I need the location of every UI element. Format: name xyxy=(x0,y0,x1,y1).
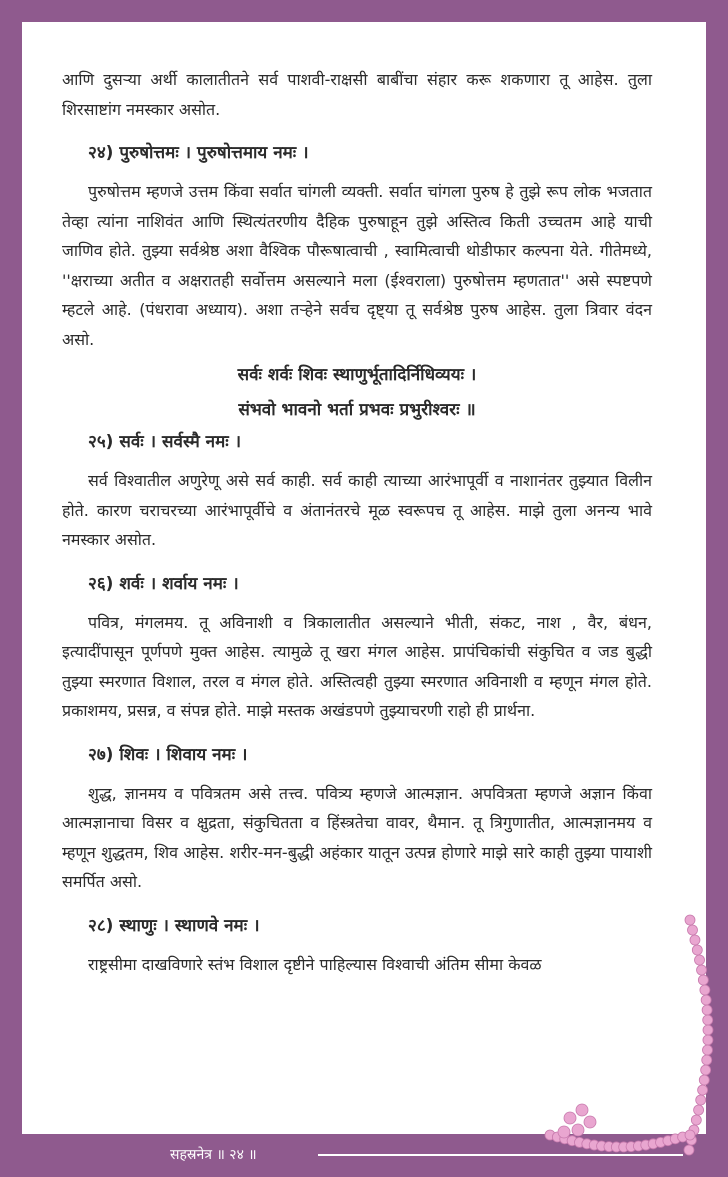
footer-rule xyxy=(318,1154,683,1156)
bead xyxy=(692,945,702,955)
footer-page-label: सहस्रनेत्र ॥ २४ ॥ xyxy=(170,1147,257,1163)
bead xyxy=(698,1085,708,1095)
bead xyxy=(702,1005,712,1015)
bead xyxy=(697,965,707,975)
bead-garland-decoration xyxy=(530,900,728,1177)
bead xyxy=(702,1055,712,1065)
bead xyxy=(685,915,695,925)
heading-24: २४) पुरुषोत्तमः । पुरुषोत्तमाय नमः । xyxy=(88,143,309,163)
bead xyxy=(558,1126,570,1138)
paragraph-26: पवित्र, मंगलमय. तू अविनाशी व त्रिकालातीत असल्याने भीती, संकट, नाश , वैर, बंधन, इत्यादींपासून पूर्णपणे मुक्त आहेस. त्यामुळे तू खरा मंगल आहेस. प्रापंचिकांची संकुचित व जड बुद्धी तुझ्या स्मरणात विशाल, तरल व मंगल होते. अस्तित्वही तुझ्या स्मरणात अविनाशी व म्हणून मंगल होते. प्रकाशमय, प्रसन्न, व संपन्न होते. माझे मस्तक अखंडपणे तुझ्याचरणी राहो ही प्रार्थना. xyxy=(62,612,652,720)
page-content xyxy=(62,65,652,979)
bead xyxy=(700,985,710,995)
paragraph-27: शुद्ध, ज्ञानमय व पवित्रतम असे तत्त्व. पवित्र्य म्हणजे आत्मज्ञान. अपवित्रता म्हणजे अज्ञान किंवा आत्मज्ञानाचा विसर व क्षुद्रता, संकुचितता व हिंस्त्रतेचा वावर, थैमान. तू त्रिगुणातीत, आत्मज्ञानमय व म्हणून शुद्धतम, शिव आहेस. शरीर-मन-बुद्धी अहंकार यातून उत्पन्न होणारे माझे सारे काही तुझ्या पायाशी समर्पित असो. xyxy=(62,783,652,891)
bead xyxy=(703,1025,713,1035)
bead xyxy=(695,955,705,965)
page-footer xyxy=(170,1143,710,1167)
bead xyxy=(703,1015,713,1025)
bead xyxy=(584,1116,596,1128)
verse-line-2: संभवो भावनो भर्ता प्रभवः प्रभुरीश्वरः ॥ xyxy=(238,400,476,420)
paragraph-25: सर्व विश्वातील अणुरेणू असे सर्व काही. सर्व काही त्याच्या आरंभापूर्वी व नाशानंतर तुझ्यात विलीन होते. कारण चराचरच्या आरंभापूर्वीचे व अंतानंतरचे मूळ स्वरूपच तू आहेस. माझे तुला अनन्य भावे नमस्कार असोत. xyxy=(62,471,652,549)
bead xyxy=(564,1112,576,1124)
bead xyxy=(698,975,708,985)
bead xyxy=(701,995,711,1005)
bead xyxy=(572,1124,584,1136)
verse-line-1: सर्वः शर्वः शिवः स्थाणुर्भूतादिर्निधिव्ययः । xyxy=(237,365,477,385)
bead xyxy=(576,1104,588,1116)
bead xyxy=(685,1130,695,1140)
heading-28: २८) स्थाणुः । स्थाणवे नमः । xyxy=(88,915,260,936)
paragraph-24: पुरुषोत्तम म्हणजे उत्तम किंवा सर्वात चांगली व्यक्ती. सर्वात चांगला पुरुष हे तुझे रूप लोक भजतात तेव्हा त्यांना नाशिवंत आणि स्थित्यंतरणीय दैहिक पुरुषाहून तुझे अस्तित्व किती उच्चतम आहे याची जाणिव होते. तुझ्या सर्वश्रेष्ठ अशा वैश्विक पौरूषात्वाची , स्वामित्वाची थोडीफार कल्पना येते. गीतेमध्ये, ''क्षराच्या अतीत व अक्षरातही सर्वोत्तम असल्याने मला (ईश्वराला) पुरुषोत्तम म्हणतात'' असे स्पष्टपणे म्हटले आहे. (पंधरावा अध्याय). अशा तऱ्हेने सर्वच दृष्ट्या तू सर्वश्रेष्ठ पुरुष आहेस. तुला त्रिवार वंदन असो. xyxy=(62,182,652,349)
heading-26: २६) शर्वः । शर्वाय नमः । xyxy=(88,573,239,594)
bead xyxy=(699,1075,709,1085)
bead xyxy=(690,935,700,945)
heading-27: २७) शिवः । शिवाय नमः । xyxy=(88,744,248,765)
bead xyxy=(701,1065,711,1075)
bead xyxy=(687,925,697,935)
bead xyxy=(702,1045,712,1055)
paragraph-28: राष्ट्रसीमा दाखविणारे स्तंभ विशाल दृष्टीने पाहिल्यास विश्वाची अंतिम सीमा केवळ xyxy=(88,954,542,974)
bead xyxy=(691,1115,701,1125)
bead xyxy=(694,1105,704,1115)
bead xyxy=(703,1035,713,1045)
intro-paragraph: आणि दुसऱ्या अर्थी कालातीतने सर्व पाशवी-राक्षसी बाबींचा संहार करू शकणारा तू आहेस. तुला शिरसाष्टांग नमस्कार असोत. xyxy=(62,70,652,119)
heading-25: २५) सर्वः । सर्वस्मै नमः । xyxy=(88,432,242,452)
bead xyxy=(696,1095,706,1105)
